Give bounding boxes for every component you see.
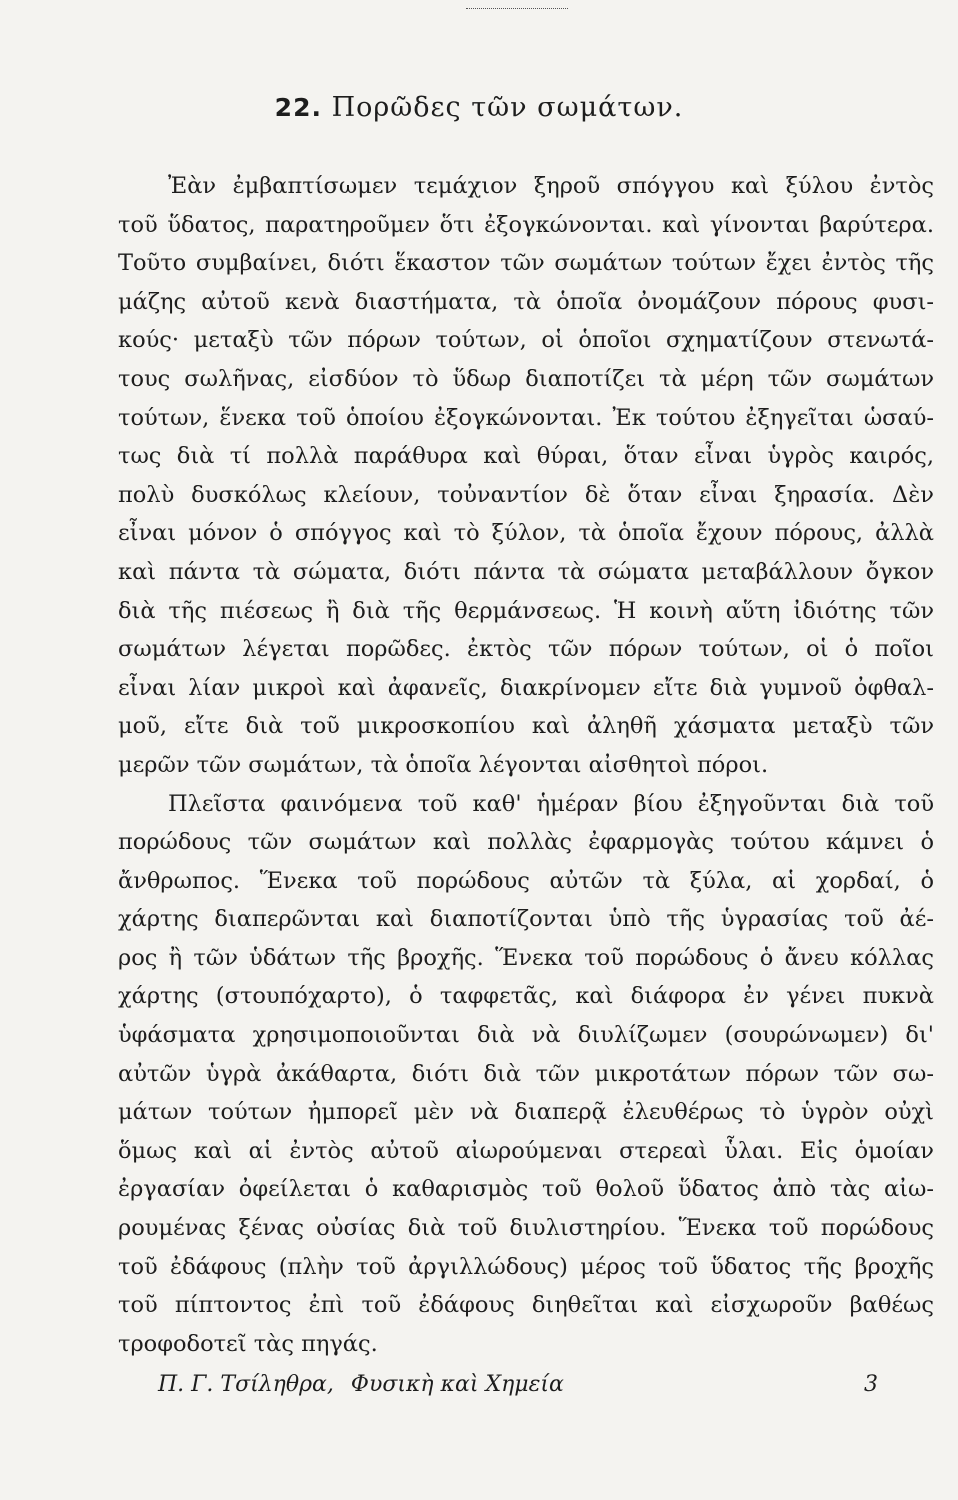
- text-line: πορώδους τῶν σωμάτων καὶ πολλὰς ἐφαρμογὰς τούτου κάμνει ὁ: [118, 829, 934, 856]
- text-line: Πλεῖστα φαινόμενα τοῦ καθ' ἡμέραν βίου ἐξηγοῦνται διὰ τοῦ: [168, 790, 934, 817]
- text-line: τοῦ ἐδάφους (πλὴν τοῦ ἀργιλλώδους) μέρος τοῦ ὕδατος τῆς βροχῆς: [118, 1253, 934, 1280]
- text-line: χάρτης διαπερῶνται καὶ διαποτίζονται ὑπὸ τῆς ὑγρασίας τοῦ ἀέ-: [118, 906, 934, 933]
- paragraph-1: [118, 167, 934, 785]
- text-line: ἐργασίαν ὀφείλεται ὁ καθαρισμὸς τοῦ θολοῦ ὕδατος ἀπὸ τὰς αἰω-: [118, 1176, 934, 1203]
- body-text: [118, 167, 934, 1363]
- section-heading: [0, 92, 958, 123]
- text-line: εἶναι λίαν μικροὶ καὶ ἀφανεῖς, διακρίνομεν εἴτε διὰ γυμνοῦ ὀφθαλ-: [118, 674, 934, 701]
- text-line: ὅμως καὶ αἱ ἐντὸς αὐτοῦ αἰωρούμεναι στερεαὶ ὗλαι. Εἰς ὁμοίαν: [118, 1137, 934, 1164]
- text-line: αὐτῶν ὑγρὰ ἀκάθαρτα, διότι διὰ τῶν μικροτάτων πόρων τῶν σω-: [118, 1060, 934, 1087]
- footer-author: Π. Γ. Τσίληθρα,: [158, 1372, 334, 1397]
- text-line: τους σωλῆνας, εἰσδύον τὸ ὕδωρ διαποτίζει τὰ μέρη τῶν σωμάτων: [118, 365, 934, 392]
- text-line: τούτων, ἕνεκα τοῦ ὁποίου ἐξογκώνονται. Ἐκ τούτου ἐξηγεῖται ὡσαύ-: [118, 404, 934, 431]
- text-line: μερῶν τῶν σωμάτων, τὰ ὁποῖα λέγονται αἰσθητοὶ πόροι.: [118, 751, 769, 778]
- text-line: Ἐὰν ἐμβαπτίσωμεν τεμάχιον ξηροῦ σπόγγου καὶ ξύλου ἐντὸς: [168, 173, 934, 199]
- text-line: σωμάτων λέγεται πορῶδες. ἐκτὸς τῶν πόρων τούτων, οἱ ὁ ποῖοι: [118, 636, 934, 663]
- section-number: 22.: [274, 93, 322, 122]
- text-line: χάρτης (στουπόχαρτο), ὁ ταφφετᾶς, καὶ διάφορα ἐν γένει πυκνὰ: [118, 983, 934, 1010]
- text-line: τοῦ πίπτοντος ἐπὶ τοῦ ἐδάφους διηθεῖται καὶ εἰσχωροῦν βαθέως: [118, 1292, 934, 1319]
- text-line: ἄνθρωπος. Ἕνεκα τοῦ πορώδους αὐτῶν τὰ ξύλα, αἱ χορδαί, ὁ: [118, 867, 934, 894]
- text-line: ρουμένας ξένας οὐσίας διὰ τοῦ διυλιστηρίου. Ἕνεκα τοῦ πορώδους: [118, 1215, 934, 1242]
- text-line: διὰ τῆς πιέσεως ἢ διὰ τῆς θερμάνσεως. Ἡ κοινὴ αὕτη ἰδιότης τῶν: [118, 597, 934, 624]
- text-line: Τοῦτο συμβαίνει, διότι ἕκαστον τῶν σωμάτων τούτων ἔχει ἐντὸς τῆς: [118, 250, 934, 277]
- text-line: καὶ πάντα τὰ σώματα, διότι πάντα τὰ σώματα μεταβάλλουν ὄγκον: [118, 558, 934, 585]
- text-line: εἶναι μόνον ὁ σπόγγος καὶ τὸ ξύλον, τὰ ὁποῖα ἔχουν πόρους, ἀλλὰ: [118, 520, 934, 547]
- section-title: Πορῶδες τῶν σωμάτων.: [331, 92, 684, 123]
- paragraph-2: [118, 785, 934, 1364]
- text-line: μάζης αὐτοῦ κενὰ διαστήματα, τὰ ὁποῖα ὀνομάζουν πόρους φυσι-: [118, 288, 934, 315]
- text-line: μοῦ, εἴτε διὰ τοῦ μικροσκοπίου καὶ ἀληθῆ χάσματα μεταξὺ τῶν: [118, 713, 934, 740]
- text-line: τροφοδοτεῖ τὰς πηγάς.: [118, 1330, 378, 1357]
- text-line: τως διὰ τί πολλὰ παράθυρα καὶ θύραι, ὅταν εἶναι ὑγρὸς καιρός,: [118, 443, 934, 470]
- text-line: τοῦ ὕδατος, παρατηροῦμεν ὅτι ἐξογκώνονται. καὶ γίνονται βαρύτερα.: [118, 211, 934, 238]
- footer-book-title: Φυσικὴ καὶ Χημεία: [350, 1372, 564, 1397]
- page-footer: [158, 1372, 878, 1397]
- text-line: πολὺ δυσκόλως κλείουν, τοὐναντίον δὲ ὅταν εἶναι ξηρασία. Δὲν: [118, 481, 934, 508]
- page-number: 3: [864, 1372, 878, 1397]
- text-line: ρος ἢ τῶν ὑδάτων τῆς βροχῆς. Ἕνεκα τοῦ πορώδους ὁ ἄνευ κόλλας: [118, 944, 934, 971]
- text-line: ὑφάσματα χρησιμοποιοῦνται διὰ νὰ διυλίζωμεν (σουρώνωμεν) δι': [118, 1022, 934, 1049]
- top-divider: [466, 8, 568, 9]
- text-line: κούς· μεταξὺ τῶν πόρων τούτων, οἱ ὁποῖοι σχηματίζουν στενωτά-: [118, 327, 934, 354]
- text-line: μάτων τούτων ἠμπορεῖ μὲν νὰ διαπερᾷ ἐλευθέρως τὸ ὑγρὸν οὐχὶ: [118, 1099, 934, 1126]
